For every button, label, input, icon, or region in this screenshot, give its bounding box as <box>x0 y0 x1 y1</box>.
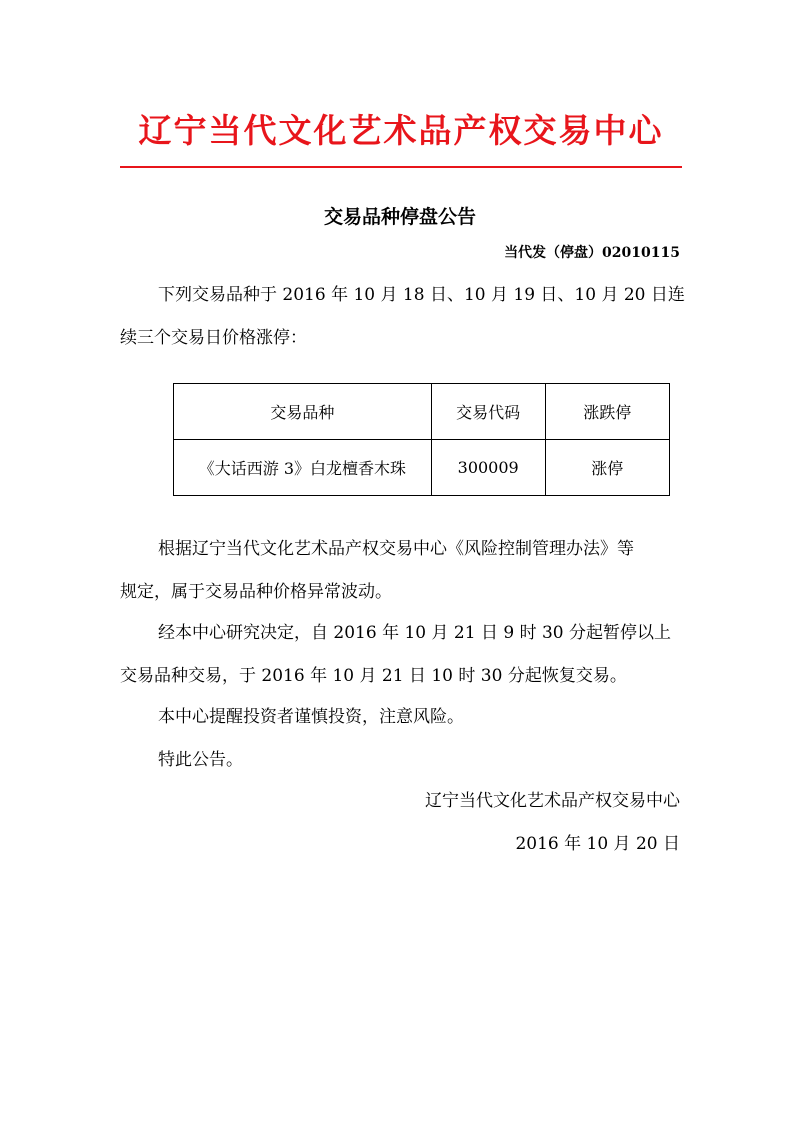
header-limit-status: 涨跌停 <box>545 384 669 440</box>
signature-organization: 辽宁当代文化艺术品产权交易中心 <box>425 791 680 811</box>
table-row <box>174 440 670 496</box>
paragraph-line: 交易品种交易，于 2016 年 10 月 21 日 10 时 30 分起恢复交易。 <box>120 666 627 686</box>
paragraph-closing <box>120 739 682 782</box>
cell-item-name: 《大话西游 3》白龙檀香木珠 <box>174 440 432 496</box>
header-divider-rule <box>120 166 682 168</box>
paragraph-suspension-decision <box>120 612 682 698</box>
paragraph-line: 经本中心研究决定，自 2016 年 10 月 21 日 9 时 30 分起暂停以上 <box>158 623 672 643</box>
header-item-code: 交易代码 <box>431 384 545 440</box>
organization-header-title: 辽宁当代文化艺术品产权交易中心 <box>138 111 664 150</box>
document-number: 当代发（停盘）02010115 <box>504 245 680 261</box>
trading-items-table <box>173 383 670 496</box>
paragraph-line: 根据辽宁当代文化艺术品产权交易中心《风险控制管理办法》等 <box>158 539 634 559</box>
table-header-row <box>174 384 670 440</box>
paragraph-line: 特此公告。 <box>158 750 243 770</box>
paragraph-consecutive-limit-up <box>120 274 685 360</box>
paragraph-line: 本中心提醒投资者谨慎投资，注意风险。 <box>158 707 464 727</box>
paragraph-line: 续三个交易日价格涨停： <box>120 328 307 348</box>
paragraph-regulation-basis <box>120 528 682 614</box>
header-item-name: 交易品种 <box>174 384 432 440</box>
signature-date: 2016 年 10 月 20 日 <box>515 834 680 854</box>
paragraph-line: 下列交易品种于 2016 年 10 月 18 日、10 月 19 日、10 月 20 日连 <box>158 285 685 305</box>
cell-item-code: 300009 <box>431 440 545 496</box>
cell-limit-status: 涨停 <box>545 440 669 496</box>
notice-title: 交易品种停盘公告 <box>323 206 476 228</box>
paragraph-risk-reminder <box>120 696 682 739</box>
paragraph-line: 规定，属于交易品种价格异常波动。 <box>120 582 392 602</box>
